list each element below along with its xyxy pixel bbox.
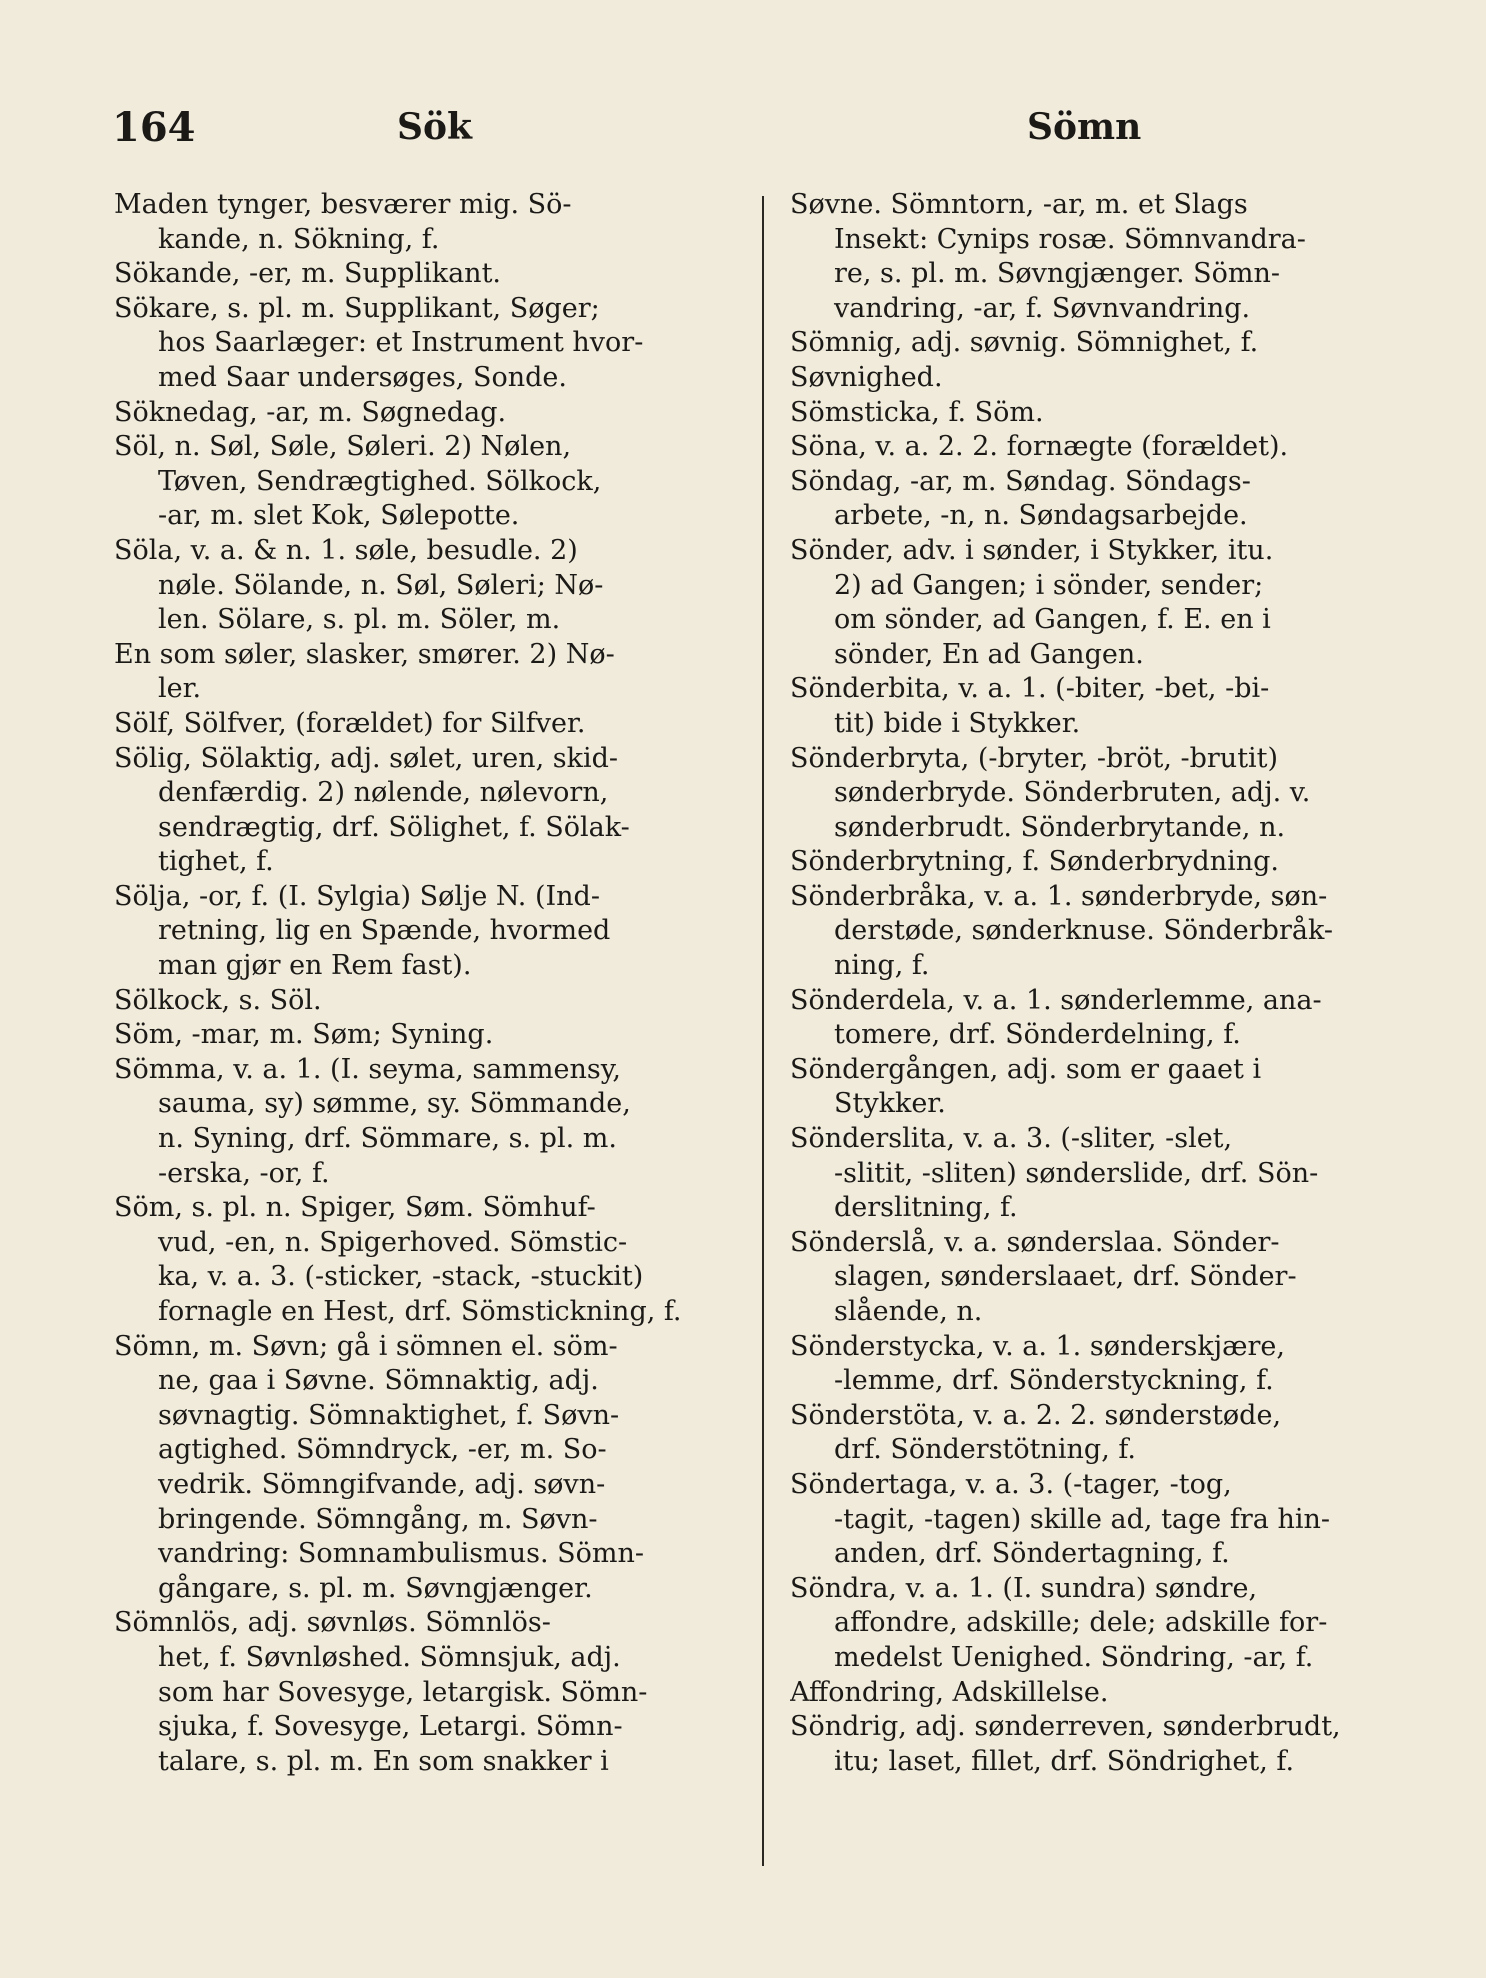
text-line: agtighed. Sömndryck, -er, m. So- bbox=[158, 1434, 607, 1466]
text-line: ka, v. a. 3. (-sticker, -stack, -stuckit) bbox=[158, 1261, 644, 1293]
text-line: Söla, v. a. & n. 1. søle, besudle. 2) bbox=[114, 534, 578, 566]
text-line: Tøven, Sendrægtighed. Sölkock, bbox=[158, 465, 602, 497]
right-column bbox=[790, 188, 1430, 1779]
text-line: Sökande, -er, m. Supplikant. bbox=[114, 258, 502, 290]
text-line: tighet, f. bbox=[158, 846, 274, 878]
text-line: retning, lig en Spænde, hvormed bbox=[158, 915, 611, 947]
text-line: -slitit, -sliten) sønderslide, drf. Sön- bbox=[834, 1157, 1319, 1189]
text-line: ne, gaa i Søvne. Sömnaktig, adj. bbox=[158, 1365, 599, 1397]
text-line: Söna, v. a. 2. 2. fornægte (forældet). bbox=[790, 431, 1289, 463]
guide-word-left: Sök bbox=[397, 106, 472, 148]
text-line: Söknedag, -ar, m. Søgnedag. bbox=[114, 396, 507, 428]
text-line: Stykker. bbox=[834, 1088, 946, 1120]
text-line: man gjør en Rem fast). bbox=[158, 950, 472, 982]
text-line: denfærdig. 2) nølende, nølevorn, bbox=[158, 777, 609, 809]
text-line: Sömnig, adj. søvnig. Sömnighet, f. bbox=[790, 327, 1259, 359]
text-line: fornagle en Hest, drf. Sömstickning, f. bbox=[158, 1296, 682, 1327]
text-line: Söndag, -ar, m. Søndag. Söndags- bbox=[790, 465, 1251, 497]
text-line: sönder, En ad Gangen. bbox=[834, 638, 1144, 670]
text-line: Sömma, v. a. 1. (I. seyma, sammensy, bbox=[114, 1053, 621, 1085]
text-line: affondre, adskille; dele; adskille for- bbox=[834, 1607, 1328, 1639]
text-line: Sönderbrytning, f. Sønderbrydning. bbox=[790, 846, 1279, 878]
text-line: Søvne. Sömntorn, -ar, m. et Slags bbox=[790, 189, 1248, 220]
text-line: re, s. pl. m. Søvngjænger. Sömn- bbox=[834, 258, 1280, 290]
text-line: Söndergången, adj. som er gaaet i bbox=[790, 1053, 1262, 1085]
text-line: len. Sölare, s. pl. m. Söler, m. bbox=[158, 604, 561, 636]
text-line: sønderbryde. Sönderbruten, adj. v. bbox=[834, 777, 1311, 809]
text-line: 2) ad Gangen; i sönder, sender; bbox=[834, 569, 1264, 601]
text-line: arbete, -n, n. Søndagsarbejde. bbox=[834, 500, 1248, 532]
text-line: En som søler, slasker, smører. 2) Nø- bbox=[114, 638, 615, 670]
text-line: Sölja, -or, f. (I. Sylgia) Sølje N. (Ind- bbox=[114, 880, 600, 912]
text-line: Sömsticka, f. Söm. bbox=[790, 396, 1044, 428]
text-line: om sönder, ad Gangen, f. E. en i bbox=[834, 604, 1271, 636]
text-line: søvnagtig. Sömnaktighet, f. Søvn- bbox=[158, 1399, 620, 1431]
page-header bbox=[112, 104, 1402, 164]
text-line: Affondring, Adskillelse. bbox=[790, 1676, 1109, 1708]
text-line: Sölf, Sölfver, (forældet) for Silfver. bbox=[114, 707, 586, 739]
text-line: anden, drf. Söndertagning, f. bbox=[834, 1538, 1230, 1570]
text-line: med Saar undersøges, Sonde. bbox=[158, 361, 567, 393]
text-line: itu; laset, fillet, drf. Söndrighet, f. bbox=[834, 1745, 1295, 1777]
page-number: 164 bbox=[112, 104, 196, 151]
text-line: gångare, s. pl. m. Søvngjænger. bbox=[158, 1572, 593, 1604]
text-line: Sönderbråka, v. a. 1. sønderbryde, søn- bbox=[790, 880, 1328, 912]
text-line: Sönderslita, v. a. 3. (-sliter, -slet, bbox=[790, 1123, 1233, 1155]
text-line: vud, -en, n. Spigerhoved. Sömstic- bbox=[158, 1226, 628, 1258]
text-line: Sölig, Sölaktig, adj. sølet, uren, skid- bbox=[114, 742, 618, 774]
text-line: Sölkock, s. Söl. bbox=[114, 984, 322, 1016]
text-line: Sömn, m. Søvn; gå i sömnen el. söm- bbox=[114, 1330, 618, 1362]
text-line: Sönderdela, v. a. 1. sønderlemme, ana- bbox=[790, 984, 1322, 1016]
text-line: Söndra, v. a. 1. (I. sundra) søndre, bbox=[790, 1572, 1258, 1604]
text-line: n. Syning, drf. Sömmare, s. pl. m. bbox=[158, 1123, 617, 1155]
text-line: Söm, -mar, m. Søm; Syning. bbox=[114, 1019, 494, 1051]
left-column bbox=[114, 188, 754, 1779]
column-divider bbox=[762, 196, 764, 1866]
text-line: Sönderbryta, (-bryter, -bröt, -brutit) bbox=[790, 742, 1279, 774]
text-line: vedrik. Sömngifvande, adj. søvn- bbox=[158, 1468, 606, 1500]
text-line: Sönderslå, v. a. sønderslaa. Sönder- bbox=[790, 1226, 1280, 1258]
text-line: Søvnighed. bbox=[790, 361, 943, 393]
text-line: sjuka, f. Sovesyge, Letargi. Sömn- bbox=[158, 1711, 623, 1743]
text-line: Sökare, s. pl. m. Supplikant, Søger; bbox=[114, 292, 600, 324]
text-line: som har Sovesyge, letargisk. Sömn- bbox=[158, 1676, 648, 1708]
text-line: Söndrig, adj. sønderreven, sønderbrudt, bbox=[790, 1711, 1341, 1743]
text-line: Söm, s. pl. n. Spiger, Søm. Sömhuf- bbox=[114, 1192, 596, 1224]
text-line: tit) bide i Stykker. bbox=[834, 707, 1081, 739]
text-line: Sönder, adv. i sønder, i Stykker, itu. bbox=[790, 534, 1274, 566]
text-line: -lemme, drf. Sönderstyckning, f. bbox=[834, 1365, 1274, 1397]
text-line: vandring, -ar, f. Søvnvandring. bbox=[834, 292, 1251, 324]
text-line: -ar, m. slet Kok, Sølepotte. bbox=[158, 500, 520, 532]
text-line: ler. bbox=[158, 673, 202, 705]
text-line: ning, f. bbox=[834, 950, 930, 982]
text-line: vandring: Somnambulismus. Sömn- bbox=[158, 1538, 645, 1570]
text-line: Sönderstycka, v. a. 1. sønderskjære, bbox=[790, 1330, 1285, 1362]
text-line: kande, n. Sökning, f. bbox=[158, 223, 440, 255]
text-line: Maden tynger, besværer mig. Sö- bbox=[114, 189, 572, 220]
text-line: derslitning, f. bbox=[834, 1192, 1018, 1224]
text-line: -erska, -or, f. bbox=[158, 1157, 330, 1189]
text-line: Söl, n. Søl, Søle, Søleri. 2) Nølen, bbox=[114, 431, 572, 463]
text-line: -tagit, -tagen) skille ad, tage fra hin- bbox=[834, 1503, 1330, 1535]
text-line: Söndertaga, v. a. 3. (-tager, -tog, bbox=[790, 1468, 1232, 1500]
text-line: het, f. Søvnløshed. Sömnsjuk, adj. bbox=[158, 1641, 621, 1673]
text-line: tomere, drf. Sönderdelning, f. bbox=[834, 1019, 1241, 1051]
text-line: Sönderstöta, v. a. 2. 2. sønderstøde, bbox=[790, 1399, 1282, 1431]
text-line: sønderbrudt. Sönderbrytande, n. bbox=[834, 811, 1286, 843]
text-line: slående, n. bbox=[834, 1296, 983, 1327]
text-line: sauma, sy) sømme, sy. Sömmande, bbox=[158, 1088, 631, 1120]
text-line: Sömnlös, adj. søvnløs. Sömnlös- bbox=[114, 1607, 551, 1639]
text-line: derstøde, sønderknuse. Sönderbråk- bbox=[834, 915, 1333, 947]
text-line: nøle. Sölande, n. Søl, Søleri; Nø- bbox=[158, 569, 604, 601]
text-line: talare, s. pl. m. En som snakker i bbox=[158, 1745, 609, 1777]
text-line: drf. Sönderstötning, f. bbox=[834, 1434, 1136, 1466]
guide-word-right: Sömn bbox=[1027, 106, 1142, 148]
text-line: Sönderbita, v. a. 1. (-biter, -bet, -bi- bbox=[790, 673, 1270, 705]
text-line: sendrægtig, drf. Sölighet, f. Sölak- bbox=[158, 811, 630, 843]
text-line: Insekt: Cynips rosæ. Sömnvandra- bbox=[834, 223, 1306, 255]
text-line: medelst Uenighed. Söndring, -ar, f. bbox=[834, 1641, 1314, 1673]
text-line: slagen, sønderslaaet, drf. Sönder- bbox=[834, 1261, 1297, 1293]
text-line: bringende. Sömngång, m. Søvn- bbox=[158, 1503, 598, 1535]
text-line: hos Saarlæger: et Instrument hvor- bbox=[158, 327, 644, 359]
